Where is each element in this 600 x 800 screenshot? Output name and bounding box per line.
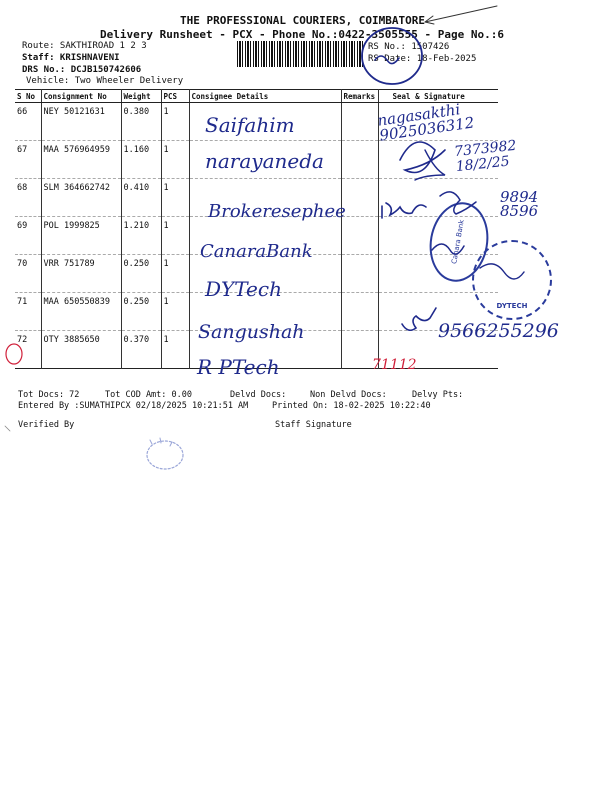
- delvy-pts: Delvy Pts:: [412, 390, 464, 400]
- handwritten-signature: 9894 8596: [500, 188, 539, 220]
- faint-stamp: [147, 441, 183, 469]
- staff-label: Staff: KRISHNAVENI: [22, 53, 120, 63]
- cell-consignment: POL 1999825: [41, 217, 121, 255]
- cell-weight: 0.410: [121, 179, 161, 217]
- handwritten-consignee: DYTech: [205, 277, 282, 301]
- cell-weight: 1.160: [121, 141, 161, 179]
- col-remarks: Remarks: [341, 90, 378, 103]
- cell-pcs: 1: [161, 179, 189, 217]
- row68-scribble: [382, 203, 426, 218]
- handwritten-consignee: Sangushah: [198, 321, 305, 343]
- pen-line: [425, 6, 497, 22]
- canara-bank-stamp-text: Canara Bank: [450, 219, 466, 265]
- col-sno: S No: [15, 90, 41, 103]
- non-delvd-docs: Non Delvd Docs:: [310, 390, 387, 400]
- handwritten-remark: 71112: [372, 357, 417, 373]
- cell-sno: 71: [15, 293, 41, 331]
- tot-docs: Tot Docs: 72: [18, 390, 80, 400]
- cell-consignment: OTY 3885650: [41, 331, 121, 369]
- verified-by: Verified By: [18, 420, 75, 430]
- top-right-scribble: [375, 56, 399, 64]
- vehicle-label: Vehicle: Two Wheeler Delivery: [26, 76, 184, 86]
- cell-sno: 70: [15, 255, 41, 293]
- top-right-circle: [362, 28, 422, 84]
- cell-pcs: 1: [161, 255, 189, 293]
- entered-by: Entered By :SUMATHIPCX 02/18/2025 10:21:51 AM: [18, 401, 249, 411]
- cell-pcs: 1: [161, 293, 189, 331]
- drs-label: DRS No.: DCJB150742606: [22, 65, 142, 75]
- cell-sno: 67: [15, 141, 41, 179]
- row69-scribble: [432, 244, 464, 254]
- printed-on: Printed On: 18-02-2025 10:22:40: [272, 401, 431, 411]
- cell-weight: 0.370: [121, 331, 161, 369]
- handwritten-consignee: Saifahim: [205, 113, 295, 137]
- handwritten-signature: 9566255296: [438, 320, 559, 342]
- handwritten-consignee: R PTech: [197, 355, 280, 379]
- cell-pcs: 1: [161, 331, 189, 369]
- cell-weight: 0.250: [121, 293, 161, 331]
- margin-tick: [5, 426, 10, 431]
- faint-stamp-dots: [150, 438, 172, 446]
- rs-date: RS Date: 18-Feb-2025: [368, 54, 477, 64]
- cell-weight: 0.380: [121, 103, 161, 141]
- row68-scribble2: [440, 192, 476, 214]
- cell-sno: 69: [15, 217, 41, 255]
- cell-sno: 72: [15, 331, 41, 369]
- cell-consignment: MAA 650550839: [41, 293, 121, 331]
- cell-pcs: 1: [161, 103, 189, 141]
- cell-consignment: VRR 751789: [41, 255, 121, 293]
- row67-scribble: [400, 142, 445, 173]
- handwritten-signature: 7373982 18/2/25: [453, 137, 518, 176]
- handwritten-signature: nagasakthi 9025036312: [376, 100, 476, 145]
- company-title: THE PROFESSIONAL COURIERS, COIMBATORE: [180, 14, 426, 27]
- col-seal-signature: Seal & Signature: [378, 90, 498, 103]
- rs-number: RS No.: 1507426: [368, 42, 450, 52]
- delvd-docs: Delvd Docs:: [230, 390, 287, 400]
- cell-consignment: SLM 364662742: [41, 179, 121, 217]
- handwritten-consignee: CanaraBank: [200, 241, 313, 262]
- row71-initials: [402, 308, 436, 330]
- col-consignment: Consignment No: [41, 90, 121, 103]
- cell-weight: 0.250: [121, 255, 161, 293]
- cell-pcs: 1: [161, 141, 189, 179]
- tot-cod: Tot COD Amt: 0.00: [105, 390, 192, 400]
- cell-consignment: NEY 50121631: [41, 103, 121, 141]
- staff-signature: Staff Signature: [275, 420, 352, 430]
- col-consignee: Consignee Details: [189, 90, 341, 103]
- cell-weight: 1.210: [121, 217, 161, 255]
- col-weight: Weight: [121, 90, 161, 103]
- handwritten-consignee: narayaneda: [205, 149, 324, 173]
- cell-pcs: 1: [161, 217, 189, 255]
- runsheet-title: Delivery Runsheet - PCX - Phone No.:0422-3505555 - Page No.:6: [100, 28, 504, 41]
- cell-sno: 66: [15, 103, 41, 141]
- cell-consignment: MAA 576964959: [41, 141, 121, 179]
- col-pcs: PCS: [161, 90, 189, 103]
- cell-sno: 68: [15, 179, 41, 217]
- dytech-stamp-text: DYTECH: [496, 302, 528, 310]
- row70-scribble: [480, 264, 524, 279]
- sno72-red-circle: [6, 344, 22, 364]
- handwritten-consignee: Brokeresephee: [208, 201, 346, 222]
- route-label: Route: SAKTHIROAD 1 2 3: [22, 41, 147, 51]
